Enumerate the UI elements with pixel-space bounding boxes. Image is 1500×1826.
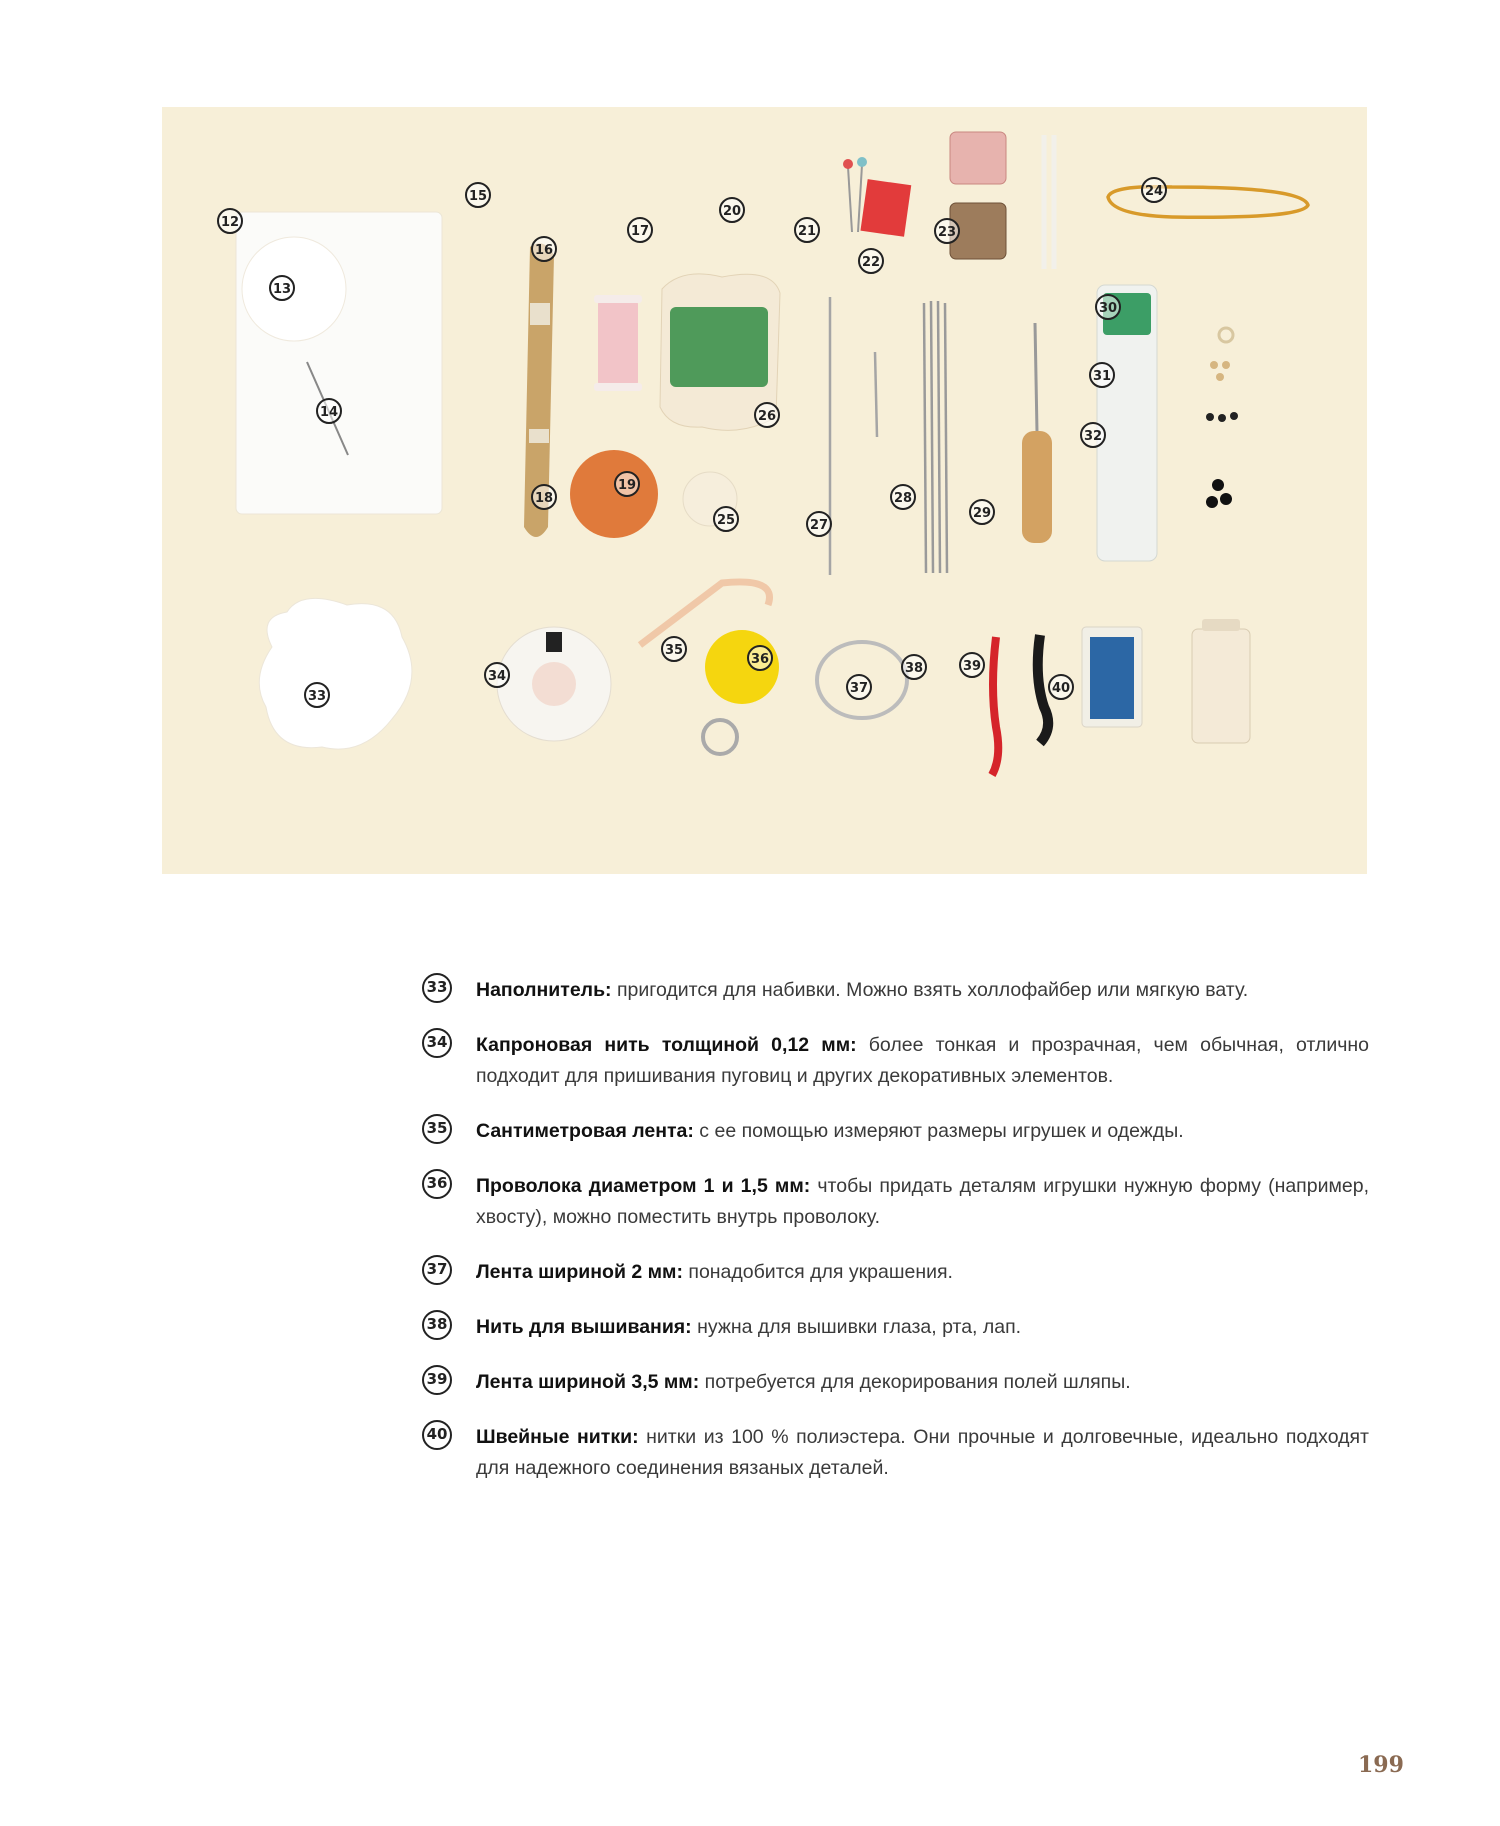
blue-ribbon-card [1082,627,1142,727]
legend-text [476,1367,1369,1398]
needle-pack [860,179,911,237]
nylon-reel [497,627,611,741]
marker-label: 24 [1144,184,1164,199]
item-term: Капроновая нить толщиной 0,12 мм: [476,1034,857,1056]
marker-label: 40 [1051,681,1071,696]
item-term: Наполнитель: [476,979,612,1001]
item-number-badge: 38 [422,1310,452,1340]
marker-label: 20 [722,204,742,219]
item-term: Лента шириной 3,5 мм: [476,1371,700,1393]
marker-12 [218,209,242,233]
item-description: пригодится для набивки. Можно взять холлофайбер или мягкую вату. [611,979,1249,1001]
marker-25 [714,507,738,531]
item-description: с ее помощью измеряют размеры игрушек и одежды. [693,1120,1184,1142]
marker-39 [960,653,984,677]
marker-35 [662,637,686,661]
marker-label: 34 [487,669,507,684]
marker-label: 21 [797,224,817,239]
marker-21 [795,218,819,242]
needle-gauge [1097,285,1157,561]
marker-23 [935,219,959,243]
marker-26 [755,403,779,427]
marker-40 [1049,675,1073,699]
marker-label: 36 [750,652,770,667]
marker-24 [1142,178,1166,202]
item-description: потребуется для декорирования полей шляпы. [699,1371,1131,1393]
marker-label: 22 [861,255,881,270]
red-ink-pad [950,132,1006,184]
item-description: нитки из 100 % полиэстера. Они прочные и долговечные, идеально подходят для надежного соединения вязаных деталей. [476,1426,1369,1479]
marker-label: 17 [630,224,650,239]
marker-33 [305,683,329,707]
marker-32 [1081,423,1105,447]
legend [422,975,1369,1508]
item-number-badge: 37 [422,1255,452,1285]
item-description: более тонкая и прозрачная, чем обычная, отлично подходит для пришивания пуговиц и других декоративных элементов. [476,1034,1369,1087]
thread-spool [1192,619,1250,743]
item-term: Проволока диаметром 1 и 1,5 мм: [476,1175,811,1197]
item-number-badge: 35 [422,1114,452,1144]
legend-item [422,1422,1369,1484]
marker-28 [891,485,915,509]
item-term: Нить для вышивания: [476,1316,692,1338]
marker-label: 27 [809,518,829,533]
marker-16 [532,237,556,261]
marker-19 [615,472,639,496]
legend-item [422,1171,1369,1233]
item-description: нужна для вышивки глаза, рта, лап. [691,1316,1022,1338]
tools-photo [162,107,1367,874]
legend-item [422,1116,1369,1147]
marker-27 [807,512,831,536]
marker-label: 37 [849,681,869,696]
legend-item [422,1312,1369,1343]
legend-text [476,975,1369,1006]
legend-text [476,1312,1369,1343]
marker-18 [532,485,556,509]
marker-label: 19 [617,478,637,493]
marker-label: 26 [757,409,777,424]
item-description: чтобы придать деталям игрушки нужную форму (например, хвосту), можно поместить внутрь проволоку. [476,1175,1369,1228]
legend-item [422,1030,1369,1092]
marker-38 [902,655,926,679]
marker-label: 28 [893,491,913,506]
marker-label: 13 [272,282,292,297]
marker-30 [1096,295,1120,319]
item-number-badge: 34 [422,1028,452,1058]
marker-label: 14 [319,405,339,420]
marker-label: 38 [904,661,924,676]
marker-20 [720,198,744,222]
item-description: понадобится для украшения. [682,1261,953,1283]
legend-text [476,1171,1369,1233]
pink-spool [594,295,642,391]
legend-text [476,1257,1369,1288]
marker-37 [847,675,871,699]
legend-text [476,1422,1369,1484]
marker-label: 18 [534,491,554,506]
legend-item [422,1257,1369,1288]
marker-label: 30 [1098,301,1118,316]
marker-label: 15 [468,189,488,204]
item-number-badge: 33 [422,973,452,1003]
item-number-badge: 40 [422,1420,452,1450]
item-number-badge: 36 [422,1169,452,1199]
legend-text [476,1030,1369,1092]
legend-item [422,975,1369,1006]
marker-14 [317,399,341,423]
marker-label: 25 [716,513,736,528]
marker-36 [748,646,772,670]
marker-label: 16 [534,243,554,258]
marker-31 [1090,363,1114,387]
marker-label: 23 [937,225,957,240]
marker-label: 39 [962,659,982,674]
legend-item [422,1367,1369,1398]
marker-13 [270,276,294,300]
marker-label: 33 [307,689,327,704]
marker-label: 32 [1083,429,1103,444]
item-number-badge: 39 [422,1365,452,1395]
legend-text [476,1116,1369,1147]
marker-label: 29 [972,506,992,521]
page-number: 199 [1358,1752,1404,1778]
marker-15 [466,183,490,207]
marker-22 [859,249,883,273]
mohair-ball [570,450,658,538]
item-term: Сантиметровая лента: [476,1120,694,1142]
marker-label: 31 [1092,369,1112,384]
marker-34 [485,663,509,687]
marker-label: 12 [220,215,240,230]
marker-29 [970,500,994,524]
item-term: Швейные нитки: [476,1426,639,1448]
marker-17 [628,218,652,242]
marker-label: 35 [664,643,684,658]
item-term: Лента шириной 2 мм: [476,1261,683,1283]
